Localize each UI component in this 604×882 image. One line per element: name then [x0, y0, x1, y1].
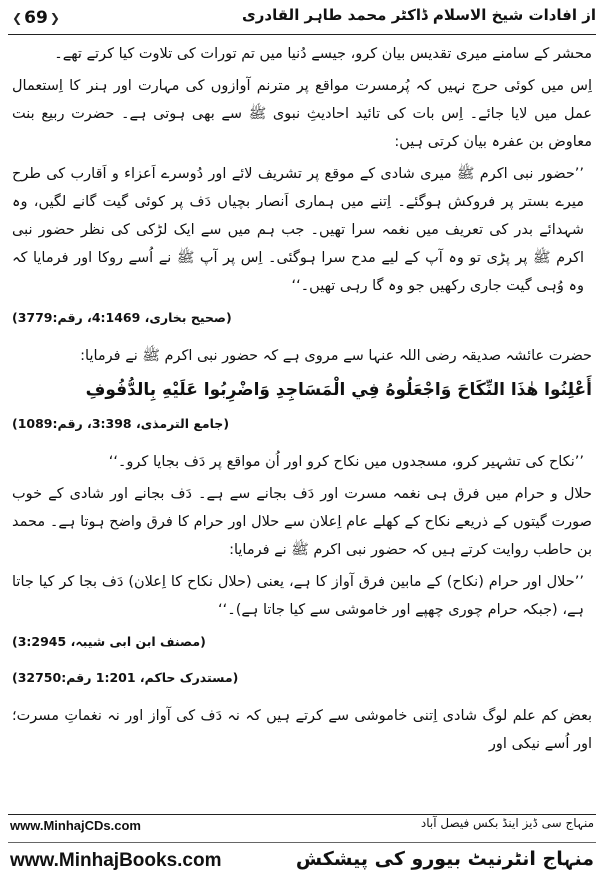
hadith-quote: ’’حضور نبی اکرم ﷺ میری شادی کے موقع پر تشریف لائے اور دُوسرے اَعزاء و اَقارب کی طرح میرے بستر پر فروکش ہوگئے۔ اِتنے میں ہماری اَنصار بچیاں دَف پر کوئی گیت گانے لگیں، وہ شہدائے بدر کی تعریف میں نغمہ سرا تھیں۔ جب ہم میں سے ایک لڑکی کی نظر حضور نبی اکرم ﷺ پر پڑی تو وہ آپ کے لیے مدح سرا ہوگئی۔ اِس پر آپ ﷺ نے اُسے روکا اور فرمایا کہ وہ وُہی گیت جاری رکھیں جو وہ گا رہی تھیں۔‘‘ [12, 166, 584, 294]
ornament-left-icon: ❮ [12, 11, 23, 25]
website-link-books[interactable]: www.MinhajBooks.com [10, 850, 222, 871]
reference-citation: (جامع الترمذی، 3:398، رقم:1089) [12, 416, 230, 431]
reference-citation: (صحيح بخاری، 4:1469، رقم:3779) [12, 310, 232, 325]
page-content [12, 40, 592, 792]
footer-divider [8, 842, 596, 843]
page-number-badge [8, 6, 64, 30]
header-divider [8, 34, 596, 35]
arabic-hadith-text: أَعْلِنُوا هٰذَا النِّكَاحَ وَاجْعَلُوهُ فِي الْمَسَاجِدِ وَاضْرِبُوا عَلَيْهِ بِالدُّفُوفِ [85, 380, 592, 400]
paragraph: اِس میں کوئی حرج نہیں کہ پُرمسرت مواقع پر مترنم آوازوں کی مہارت اور ہنر کا اِستعمال عمل میں لایا جائے۔ اِس بات کی تائید احادیثِ نبوی ﷺ سے بھی ہوتی ہے۔ حضرت ربیع بنت معاوض بن عفرہ بیان کرتی ہیں: [12, 78, 592, 150]
website-link-cds[interactable]: www.MinhajCDs.com [10, 818, 141, 833]
page-number: 69 [24, 8, 48, 28]
reference-citation: (مستدرک حاکم، 1:201 رقم:32750) [12, 670, 239, 685]
hadith-quote: ’’حلال اور حرام (نکاح) کے مابین فرق آواز کا ہے، یعنی (حلال نکاح کا اِعلان) دَف بجا کر کیا جاتا ہے، (جبکہ حرام چوری چھپے اور خاموشی سے کیا جاتا ہے)۔‘‘ [12, 574, 584, 618]
paragraph: محشر کے سامنے میری تقدیس بیان کرو، جیسے دُنیا میں تم تورات کی تلاوت کیا کرتے تھے۔ [54, 46, 592, 62]
paragraph: حضرت عائشہ صدیقہ رضی اللہ عنہا سے مروی ہے کہ حضور نبی اکرم ﷺ نے فرمایا: [80, 348, 592, 364]
ornament-right-icon: ❯ [49, 11, 60, 25]
page-header-title: از افادات شیخ الاسلام ڈاکٹر محمد طاہر القادری [242, 6, 596, 24]
publisher-name: منہاج سی ڈیز اینڈ بکس فیصل آباد [420, 816, 594, 830]
paragraph: حلال و حرام میں فرق ہی نغمہ مسرت اور دَف بجانے سے ہے۔ دَف بجانے اور شادی کے خوب صورت گیتوں کے ذریعے نکاح کے کھلے عام اِعلان سے حلال اور حرام کا فرق واضح ہوتا ہے۔ محمد بن حاطب روایت کرتے ہیں کہ حضور نبی اکرم ﷺ نے فرمایا: [12, 486, 592, 558]
page-header [0, 0, 604, 38]
reference-citation: (مصنف ابن ابی شیبہ، 3:2945) [12, 634, 206, 649]
paragraph: بعض کم علم لوگ شادی اِتنی خاموشی سے کرتے ہیں کہ نہ دَف کی آواز اور نہ نغماتِ مسرت؛ اور اُسے نیکی اور [12, 708, 592, 752]
footer-divider [8, 814, 596, 815]
presented-by: منہاج انٹرنیٹ بیورو کی پیشکش [295, 848, 594, 870]
hadith-translation: ’’نکاح کی تشہیر کرو، مسجدوں میں نکاح کرو اور اُن مواقع پر دَف بجایا کرو۔‘‘ [108, 454, 584, 470]
